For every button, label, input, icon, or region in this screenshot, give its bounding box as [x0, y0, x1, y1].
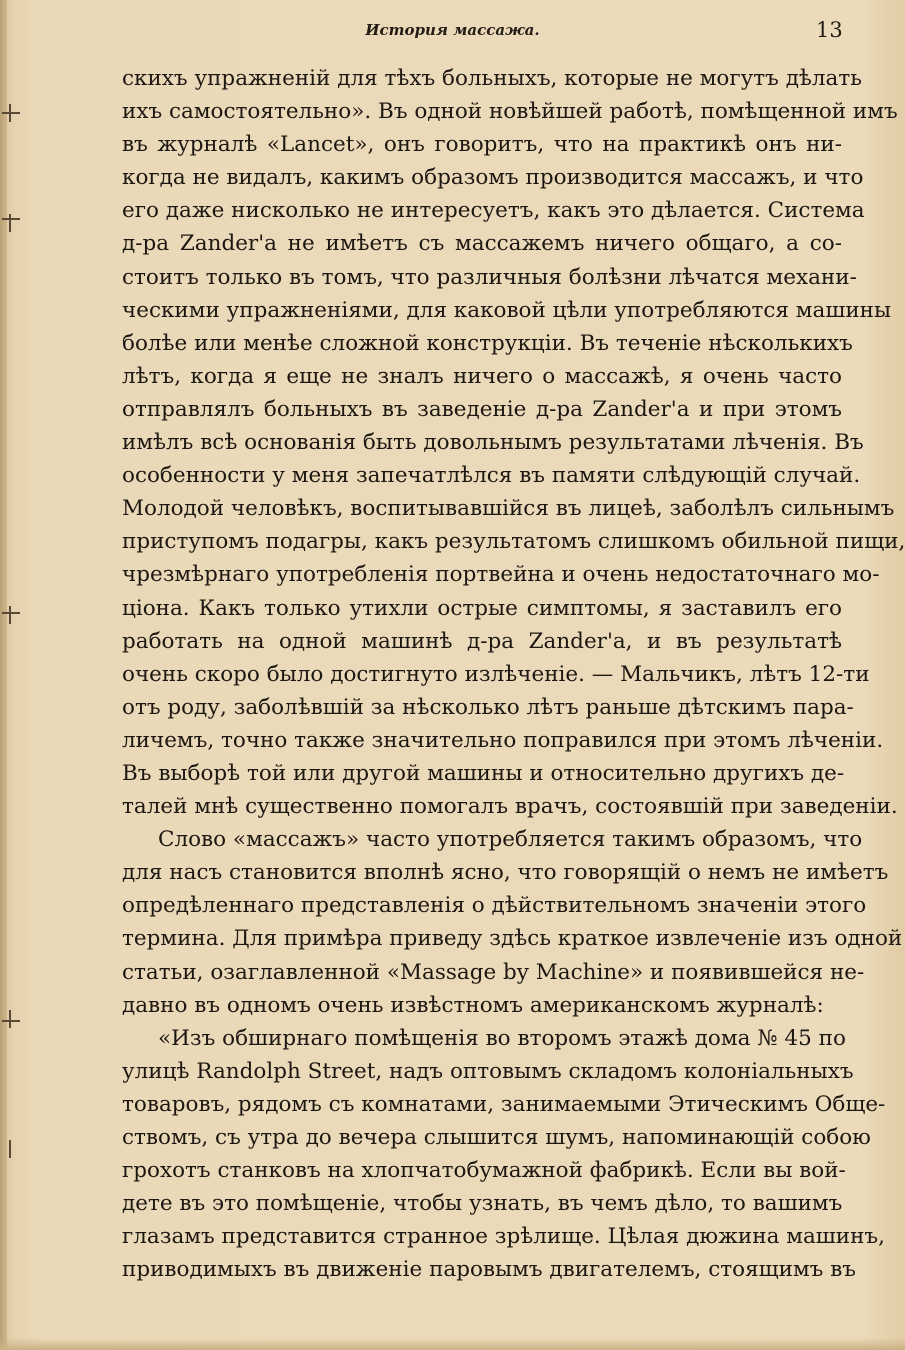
text-line: болѣе или менѣе сложной конструкціи. Въ теченіе нѣсколькихъ	[122, 330, 853, 356]
text-line: глазамъ представится странное зрѣлище. Цѣлая дюжина машинъ,	[122, 1224, 885, 1250]
text-line: въ журналѣ «Lancet», онъ говоритъ, что на практикѣ онъ ни-	[122, 132, 842, 158]
margin-mark	[9, 1140, 11, 1158]
text-line: чрезмѣрнаго употребленія портвейна и очень недостаточнаго мо-	[122, 562, 880, 588]
margin-mark	[2, 1020, 20, 1022]
text-line: д-ра Zander'а не имѣетъ съ массажемъ ничего общаго, а со-	[122, 231, 842, 257]
text-line: особенности у меня запечатлѣлся въ памяти слѣдующій случай.	[122, 463, 861, 489]
text-line: приводимыхъ въ движеніе паровымъ двигателемъ, стоящимъ въ	[122, 1257, 856, 1283]
text-line: работать на одной машинѣ д-ра Zander'а, и въ результатѣ	[122, 628, 842, 654]
text-line: «Изъ обширнаго помѣщенія во второмъ этажѣ дома № 45 по	[158, 1025, 846, 1051]
text-line: дете въ это помѣщеніе, чтобы узнать, въ чемъ дѣло, то вашимъ	[122, 1191, 843, 1217]
text-line: стоитъ только въ томъ, что различныя болѣзни лѣчатся механи-	[122, 264, 857, 290]
text-line: опредѣленнаго представленія о дѣйствительномъ значеніи этого	[122, 893, 867, 919]
text-line: термина. Для примѣра приведу здѣсь краткое извлеченіе изъ одной	[122, 926, 903, 952]
text-line: его даже нисколько не интересуетъ, какъ это дѣлается. Система	[122, 198, 865, 224]
text-line: приступомъ подагры, какъ результатомъ слишкомъ обильной пищи,	[122, 529, 905, 555]
text-line: Въ выборѣ той или другой машины и относительно другихъ де-	[122, 760, 845, 786]
text-line: для насъ становится вполнѣ ясно, что говорящій о немъ не имѣетъ	[122, 860, 889, 886]
margin-mark	[9, 104, 11, 122]
text-line: лѣтъ, когда я еще не зналъ ничего о массажѣ, я очень часто	[122, 363, 842, 389]
text-line: ческими упражненіями, для каковой цѣли употребляются машины	[122, 297, 892, 323]
text-line: ихъ самостоятельно». Въ одной новѣйшей работѣ, помѣщенной имъ	[122, 99, 898, 125]
text-line: улицѣ Randolph Street, надъ оптовымъ складомъ колоніальныхъ	[122, 1058, 854, 1084]
text-line: Слово «массажъ» часто употребляется такимъ образомъ, что	[158, 827, 863, 853]
text-line: имѣлъ всѣ основанія быть довольнымъ результатами лѣченія. Въ	[122, 430, 864, 456]
text-line: давно въ одномъ очень извѣстномъ американскомъ журналѣ:	[122, 992, 824, 1018]
margin-mark	[9, 606, 11, 624]
text-line: очень скоро было достигнуто излѣченіе. — Мальчикъ, лѣтъ 12-ти	[122, 661, 870, 687]
text-line: статьи, озаглавленной «Massage by Machine» и появившейся не-	[122, 959, 865, 985]
margin-mark	[9, 214, 11, 232]
page-bottom-edge	[0, 1338, 905, 1350]
text-line: Молодой человѣкъ, воспитывавшійся въ лицеѣ, заболѣлъ сильнымъ	[122, 496, 895, 522]
page-binding-edge	[0, 0, 7, 1350]
margin-mark	[9, 1010, 11, 1028]
margin-mark	[2, 612, 20, 614]
text-line: ціона. Какъ только утихли острые симптомы, я заставилъ его	[122, 595, 842, 621]
running-header: История массажа.	[365, 21, 540, 39]
text-line: ствомъ, съ утра до вечера слышится шумъ, напоминающій собою	[122, 1125, 871, 1150]
text-line: товаровъ, рядомъ съ комнатами, занимаемыми Этическимъ Обще-	[122, 1091, 886, 1117]
text-line: скихъ упражненій для тѣхъ больныхъ, которые не могутъ дѣлать	[122, 66, 862, 91]
text-line: грохотъ станковъ на хлопчатобумажной фабрикѣ. Если вы вой-	[122, 1158, 846, 1184]
page-number: 13	[816, 18, 843, 42]
text-line: когда не видалъ, какимъ образомъ производится массажъ, и что	[122, 165, 864, 191]
text-line: талей мнѣ существенно помогалъ врачъ, состоявшій при заведеніи.	[122, 794, 898, 820]
margin-mark	[2, 218, 20, 220]
text-line: отъ роду, заболѣвшій за нѣсколько лѣтъ раньше дѣтскимъ пара-	[122, 694, 854, 720]
text-line: личемъ, точно также значительно поправился при этомъ лѣченіи.	[122, 727, 884, 753]
text-line: отправлялъ больныхъ въ заведеніе д-ра Zander'а и при этомъ	[122, 396, 842, 422]
body-text	[122, 62, 905, 1286]
margin-mark	[2, 112, 20, 114]
